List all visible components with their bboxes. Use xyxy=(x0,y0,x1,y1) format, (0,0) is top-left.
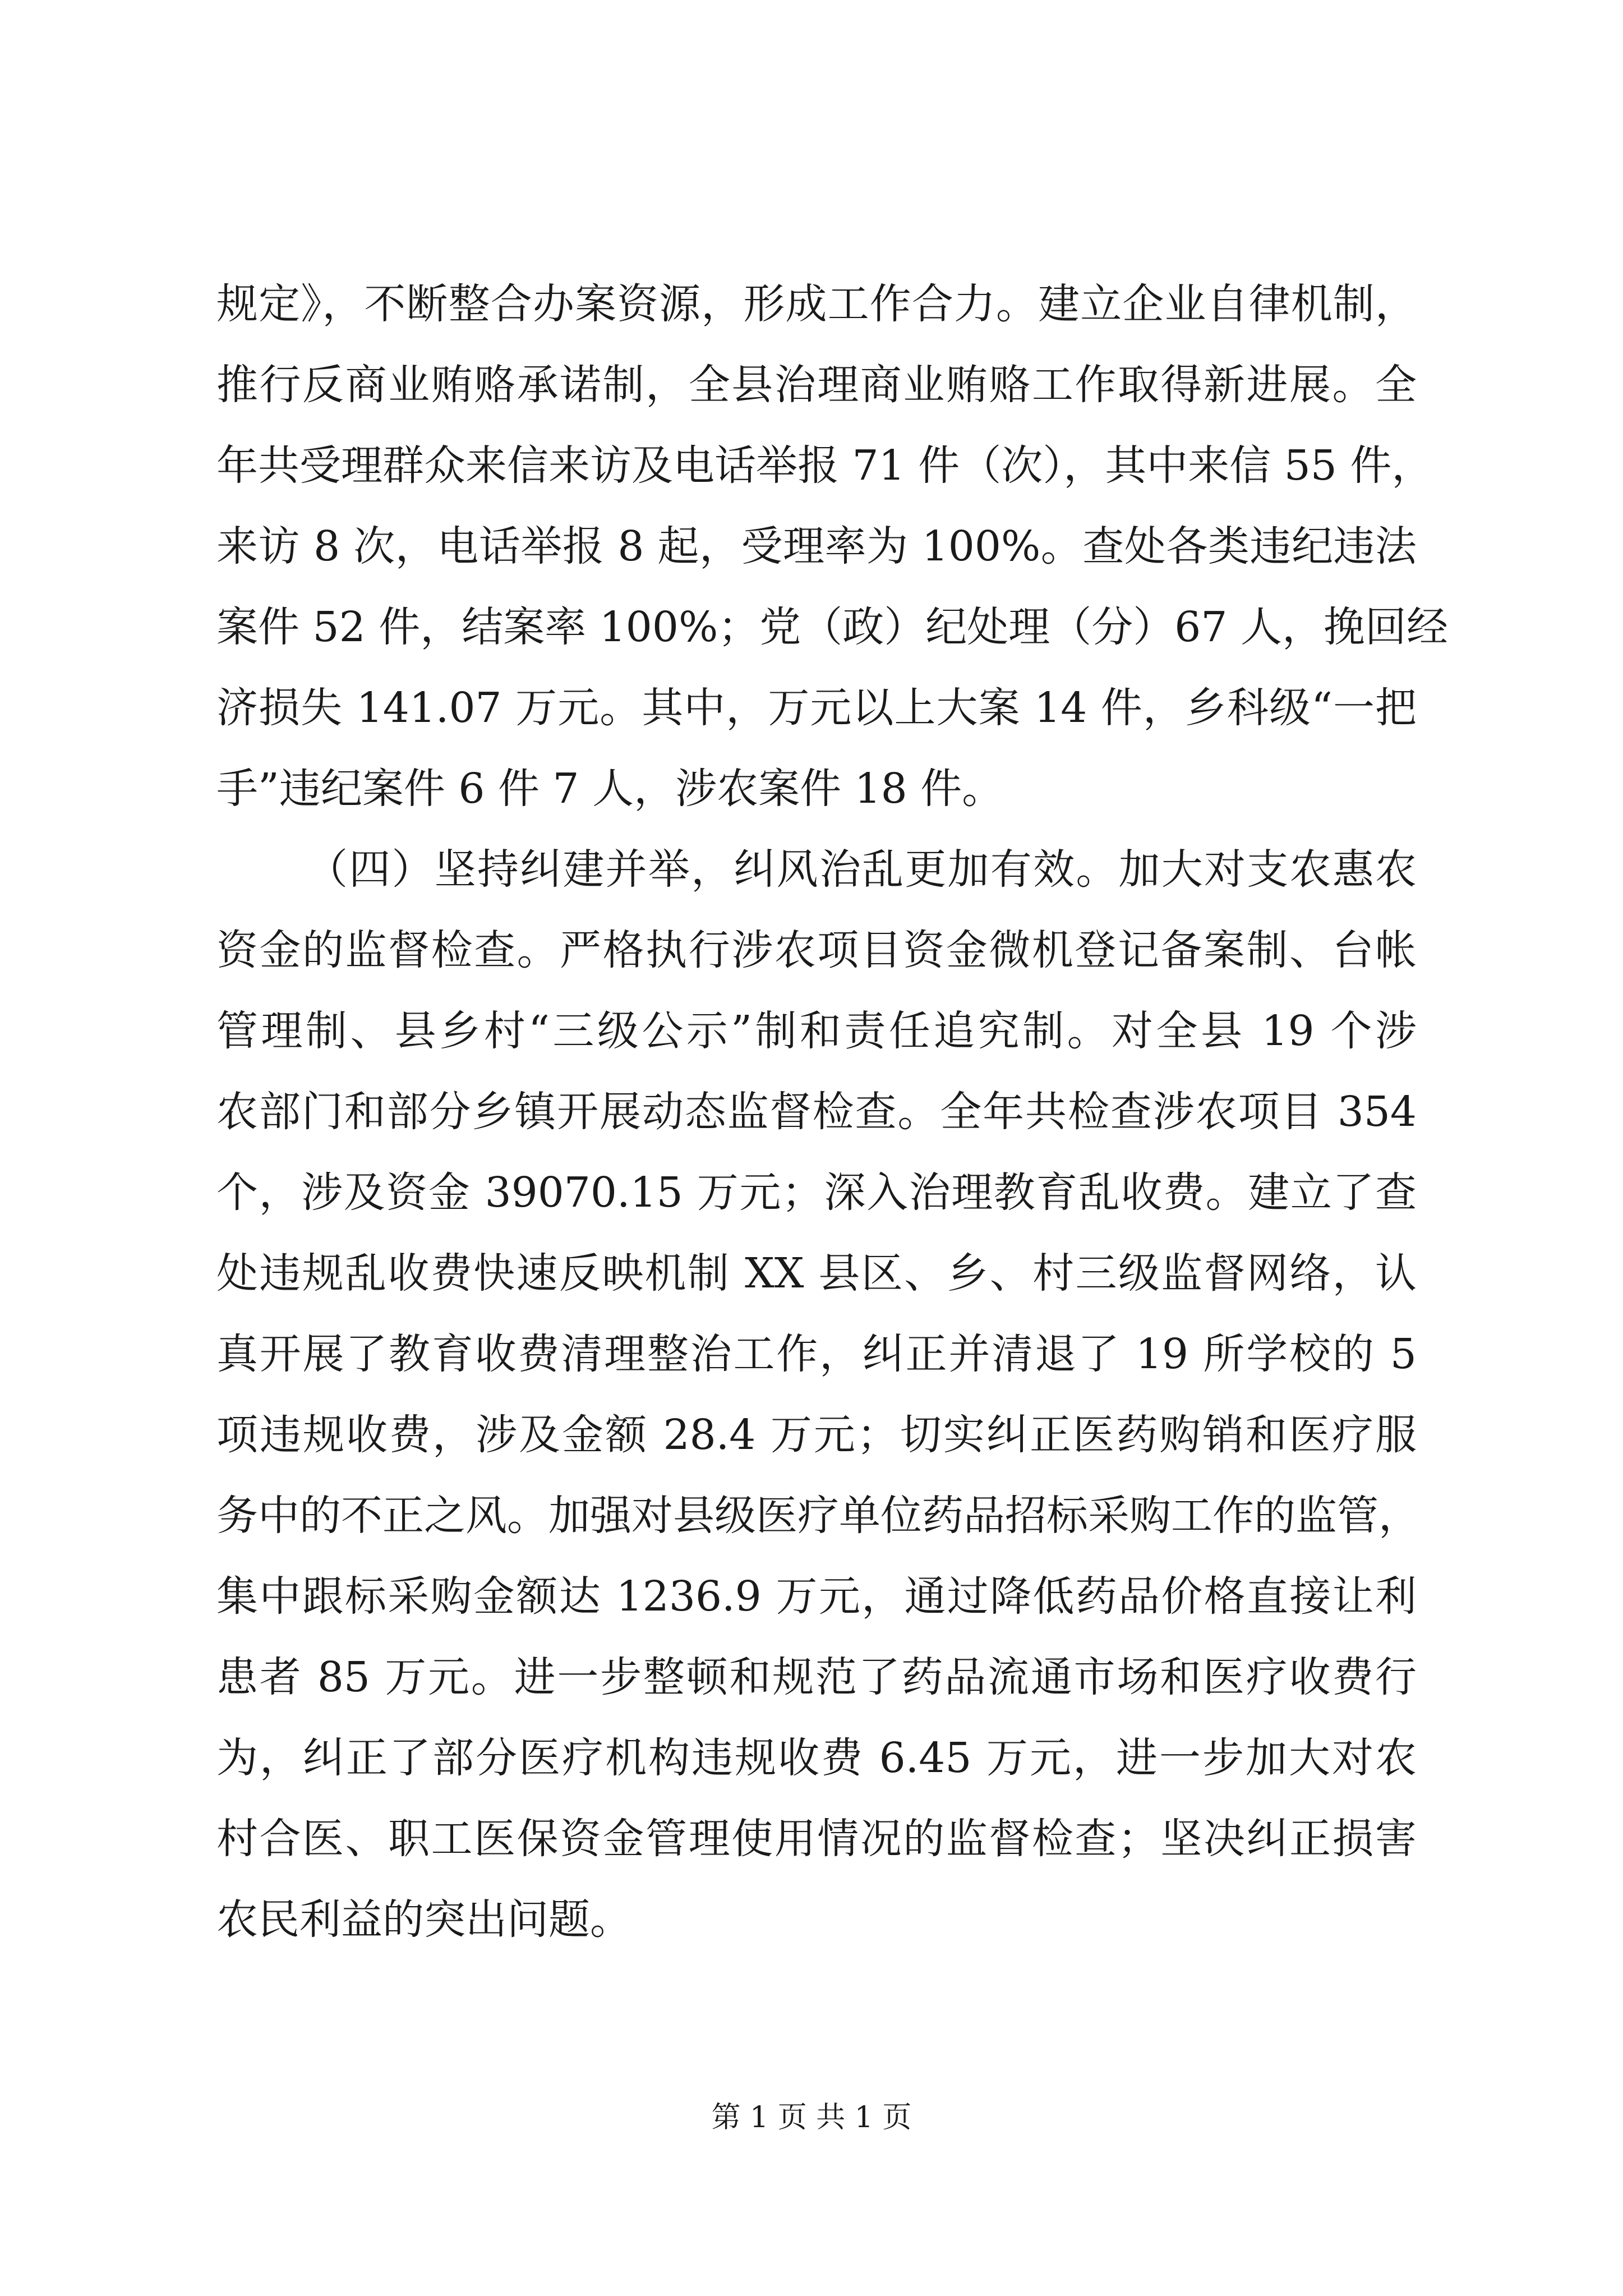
text-line: 集中跟标采购金额达 1236.9 万元，通过降低药品价格直接让利 xyxy=(216,1572,1417,1621)
text-line: 农部门和部分乡镇开展动态监督检查。全年共检查涉农项目 354 xyxy=(216,1088,1417,1136)
text-line: 推行反商业贿赂承诺制，全县治理商业贿赂工作取得新进展。全 xyxy=(216,361,1417,409)
text-line: 案件 52 件，结案率 100%；党（政）纪处理（分）67 人，挽回经 xyxy=(216,603,1448,651)
text-line: 项违规收费，涉及金额 28.4 万元；切实纠正医药购销和医疗服 xyxy=(216,1411,1417,1459)
text-line: 年共受理群众来信来访及电话举报 71 件（次），其中来信 55 件， xyxy=(216,441,1433,490)
text-line: 手”违纪案件 6 件 7 人，涉农案件 18 件。 xyxy=(216,765,1004,813)
text-line: 患者 85 万元。进一步整顿和规范了药品流通市场和医疗收费行 xyxy=(216,1653,1417,1701)
text-line: 真开展了教育收费清理整治工作，纠正并清退了 19 所学校的 5 xyxy=(216,1330,1417,1378)
page-footer: 第 1 页 共 1 页 xyxy=(711,2101,912,2134)
text-line: 管理制、县乡村“三级公示”制和责任追究制。对全县 19 个涉 xyxy=(216,1007,1417,1055)
text-line: 来访 8 次，电话举报 8 起，受理率为 100%。查处各类违纪违法 xyxy=(216,522,1417,570)
text-line: 村合医、职工医保资金管理使用情况的监督检查；坚决纠正损害 xyxy=(216,1815,1417,1863)
text-line: 为，纠正了部分医疗机构违规收费 6.45 万元，进一步加大对农 xyxy=(216,1734,1417,1782)
text-line: 务中的不正之风。加强对县级医疗单位药品招标采购工作的监管， xyxy=(216,1492,1420,1540)
body-text xyxy=(216,264,1448,1960)
text-line: 济损失 141.07 万元。其中，万元以上大案 14 件，乡科级“一把 xyxy=(216,684,1417,732)
text-line: 资金的监督检查。严格执行涉农项目资金微机登记备案制、台帐 xyxy=(216,926,1417,974)
text-line: 处违规乱收费快速反映机制 XX 县区、乡、村三级监督网络，认 xyxy=(216,1249,1417,1297)
text-line: 个，涉及资金 39070.15 万元；深入治理教育乱收费。建立了查 xyxy=(216,1168,1417,1217)
paragraph-start-line: （四）坚持纠建并举，纠风治乱更加有效。加大对支农惠农 xyxy=(306,845,1417,894)
text-line: 农民利益的突出问题。 xyxy=(216,1895,631,1944)
text-line: 规定》，不断整合办案资源，形成工作合力。建立企业自律机制， xyxy=(216,280,1417,328)
